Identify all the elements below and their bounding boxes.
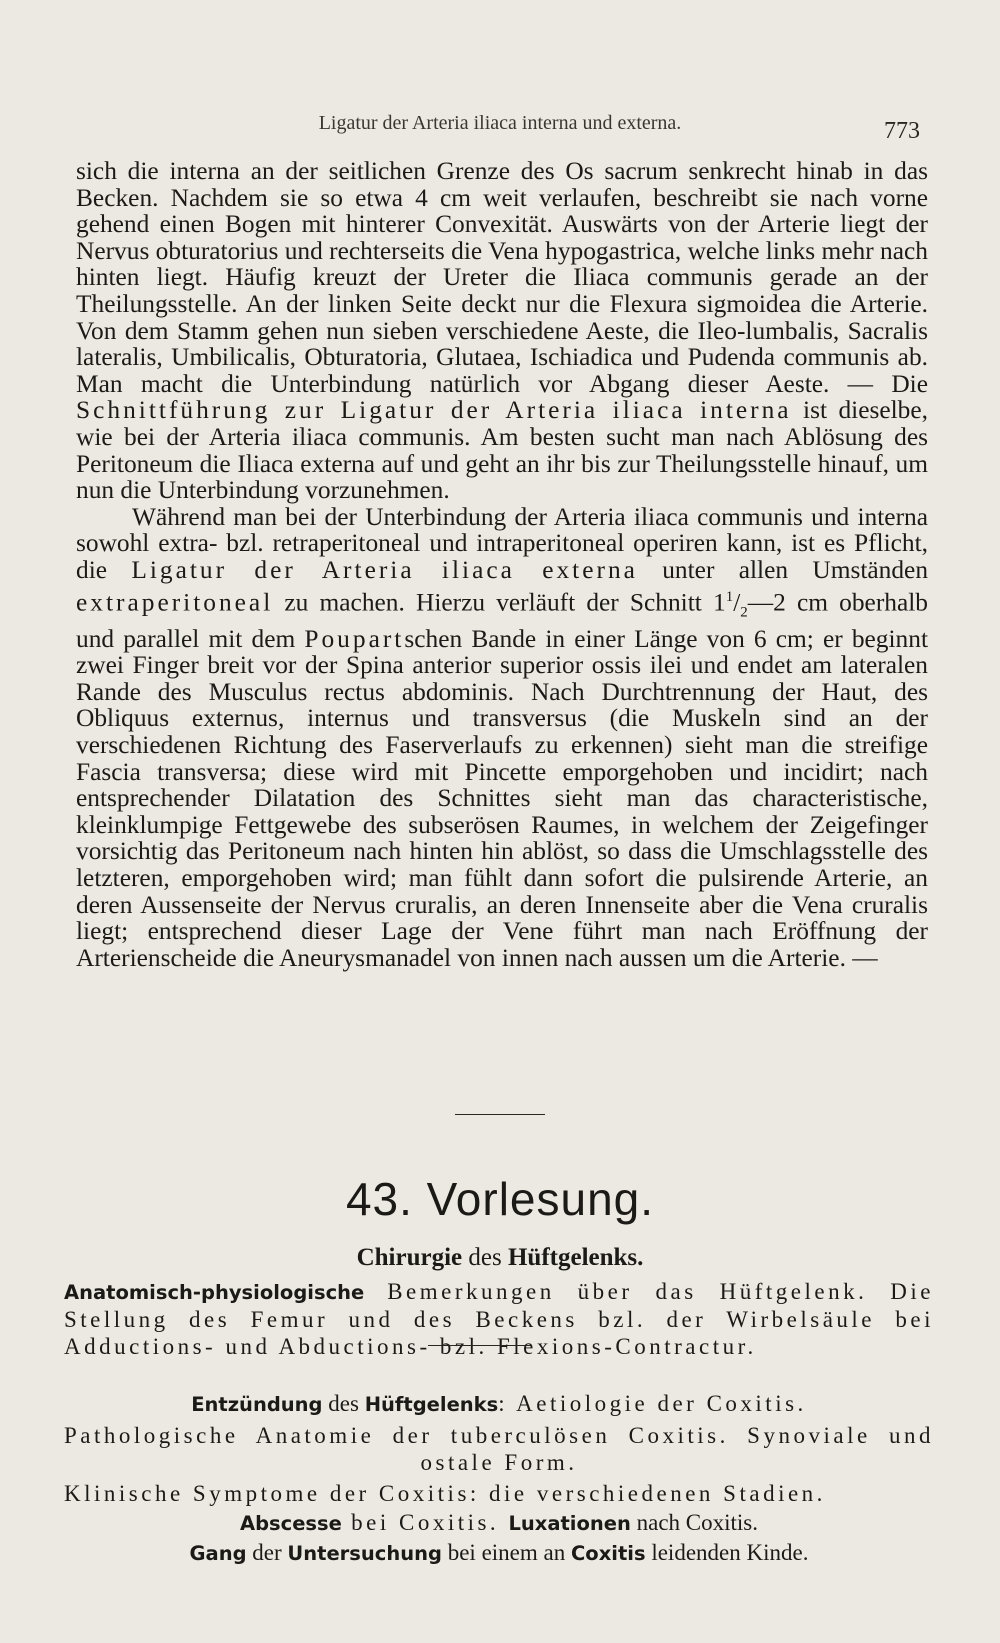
summary-text: des	[322, 1391, 365, 1416]
summary-keyword: Anatomisch-physiologische	[64, 1281, 365, 1304]
summary-line: Pathologische Anatomie der tuberculösen Coxitis. Synoviale und ostale Form.	[64, 1423, 934, 1475]
lecture-subtitle	[0, 1244, 1000, 1272]
summary-keyword: Luxationen	[508, 1512, 631, 1535]
summary-line	[64, 1390, 934, 1418]
section-divider	[455, 1114, 545, 1115]
summary-keyword: Gang	[189, 1542, 247, 1565]
text-run: sich die interna an der seitlichen Grenze des Os sacrum senkrecht hinab in das Becken. Nachdem sie so etwa 4 cm weit verlaufen, beschreibt sie nach vorne gehend einen Bogen mit hinterer Convexität. Auswärts von der Arterie liegt der Nervus obturatorius und rechterseits die Vena hypogastrica, welche links mehr nach hinten liegt. Häufig kreuzt der Ureter die Iliaca communis gerade an der Theilungsstelle. An der linken Seite deckt nur die Flexura sigmoidea die Arterie. Von dem Stamm gehen nun sieben verschiedene Aeste, die Ileo-lumbalis, Sacralis lateralis, Umbilicalis, Obturatoria, Glutaea, Ischiadica und Pudenda communis ab. Man macht die Unterbindung natürlich vor Abgang dieser Aeste. — Die	[76, 157, 928, 398]
emphasis-text: extraperitoneal	[76, 587, 274, 616]
text-run: —2 cm oberhalb und parallel mit dem	[76, 587, 928, 653]
summary-keyword: Hüftgelenks	[364, 1393, 499, 1416]
paragraph	[76, 504, 928, 972]
summary-text: bei Coxitis.	[341, 1510, 509, 1535]
fraction-numerator: 1	[725, 588, 734, 605]
section-divider	[428, 1345, 532, 1346]
summary-text: nach Coxitis.	[630, 1510, 759, 1535]
subtitle-text: des	[462, 1244, 508, 1271]
text-run: unter allen Umständen	[637, 555, 929, 584]
emphasis-text: Schnittführung zur Ligatur der Arteria iliaca interna	[76, 396, 792, 425]
summary-paragraph	[64, 1278, 934, 1360]
running-head: Ligatur der Arteria iliaca interna und externa.	[318, 112, 682, 134]
summary-keyword: Entzündung	[191, 1393, 323, 1416]
summary-text: Bemerkungen über das Hüftgelenk. Die Stellung des Femur und des Beckens bzl. der Wirbelsäule bei Adductions- und Abductions- bzl. Flexions-Contractur.	[64, 1279, 934, 1359]
text-run: schen Bande in einer Länge von 6 cm; er beginnt zwei Finger breit vor der Spina anterior superior ossis ilei und endet am lateralen Rande des Musculus rectus abdominis. Nach Durchtrennung der Haut, des Obliquus externus, internus und transversus (die Muskeln sind an der verschiedenen Richtung des Faserverlaufs zu erkennen) sieht man die streifige Fascia transversa; diese wird mit Pincette emporgehoben und incidirt; nach entsprechender Dilatation des Schnittes sieht man das characteristische, kleinklumpige Fettgewebe des subserösen Raumes, in welchem der Zeigefinger vorsichtig das Peritoneum nach hinten hin ablöst, so dass die Umschlagsstelle des letzteren, emporgehoben wird; man fühlt dann sofort die pulsirende Arterie, an deren Aussenseite der Nervus cruralis, an deren Innenseite aber die Vena cruralis liegt; entsprechend dieser Lage der Vene führt man nach Eröffnung der Arterienscheide die Aneurysmanadel von innen nach aussen um die Arterie. —	[76, 624, 928, 972]
emphasis-text: Poupart	[304, 624, 405, 653]
subtitle-bold: Hüftgelenks.	[507, 1244, 644, 1271]
summary-keyword: Untersuchung	[287, 1542, 442, 1565]
summary-block	[64, 1278, 934, 1360]
summary-block	[64, 1390, 934, 1567]
subtitle-bold: Chirurgie	[356, 1244, 463, 1271]
text-run: ist dieselbe, wie bei der Arteria iliaca communis. Am besten sucht man nach Ablösung des Peritoneum die Iliaca externa auf und geht an ihr bis zur Theilungsstelle hinauf, um nun die Unterbindung vorzunehmen.	[76, 396, 928, 505]
summary-text: der	[246, 1540, 288, 1565]
summary-line	[64, 1539, 934, 1567]
emphasis-text: Ligatur der Arteria iliaca externa	[131, 555, 638, 584]
page-number: 773	[884, 118, 920, 144]
paragraph	[76, 158, 928, 504]
fraction-slash: /	[733, 587, 741, 616]
body-text	[76, 158, 928, 971]
text-run: zu machen. Hierzu verläuft der Schnitt 1	[273, 587, 726, 616]
summary-keyword: Abscesse	[239, 1512, 342, 1535]
summary-text: : Aetiologie der Coxitis.	[498, 1391, 807, 1416]
summary-text: bei einem an	[441, 1540, 571, 1565]
lecture-title: 43. Vorlesung.	[345, 1173, 655, 1225]
fraction-denominator: 2	[740, 604, 748, 621]
summary-keyword: Coxitis	[570, 1542, 646, 1565]
summary-text: leidenden Kinde.	[645, 1540, 809, 1565]
text-run: Während man bei der Unterbindung der Arteria iliaca communis und interna sowohl extra- bzl. retraperitoneal und intraperitoneal operiren kann, ist es Pflicht, die	[76, 502, 928, 584]
summary-line: Klinische Symptome der Coxitis: die verschiedenen Stadien.	[64, 1481, 826, 1506]
summary-line	[64, 1509, 934, 1537]
